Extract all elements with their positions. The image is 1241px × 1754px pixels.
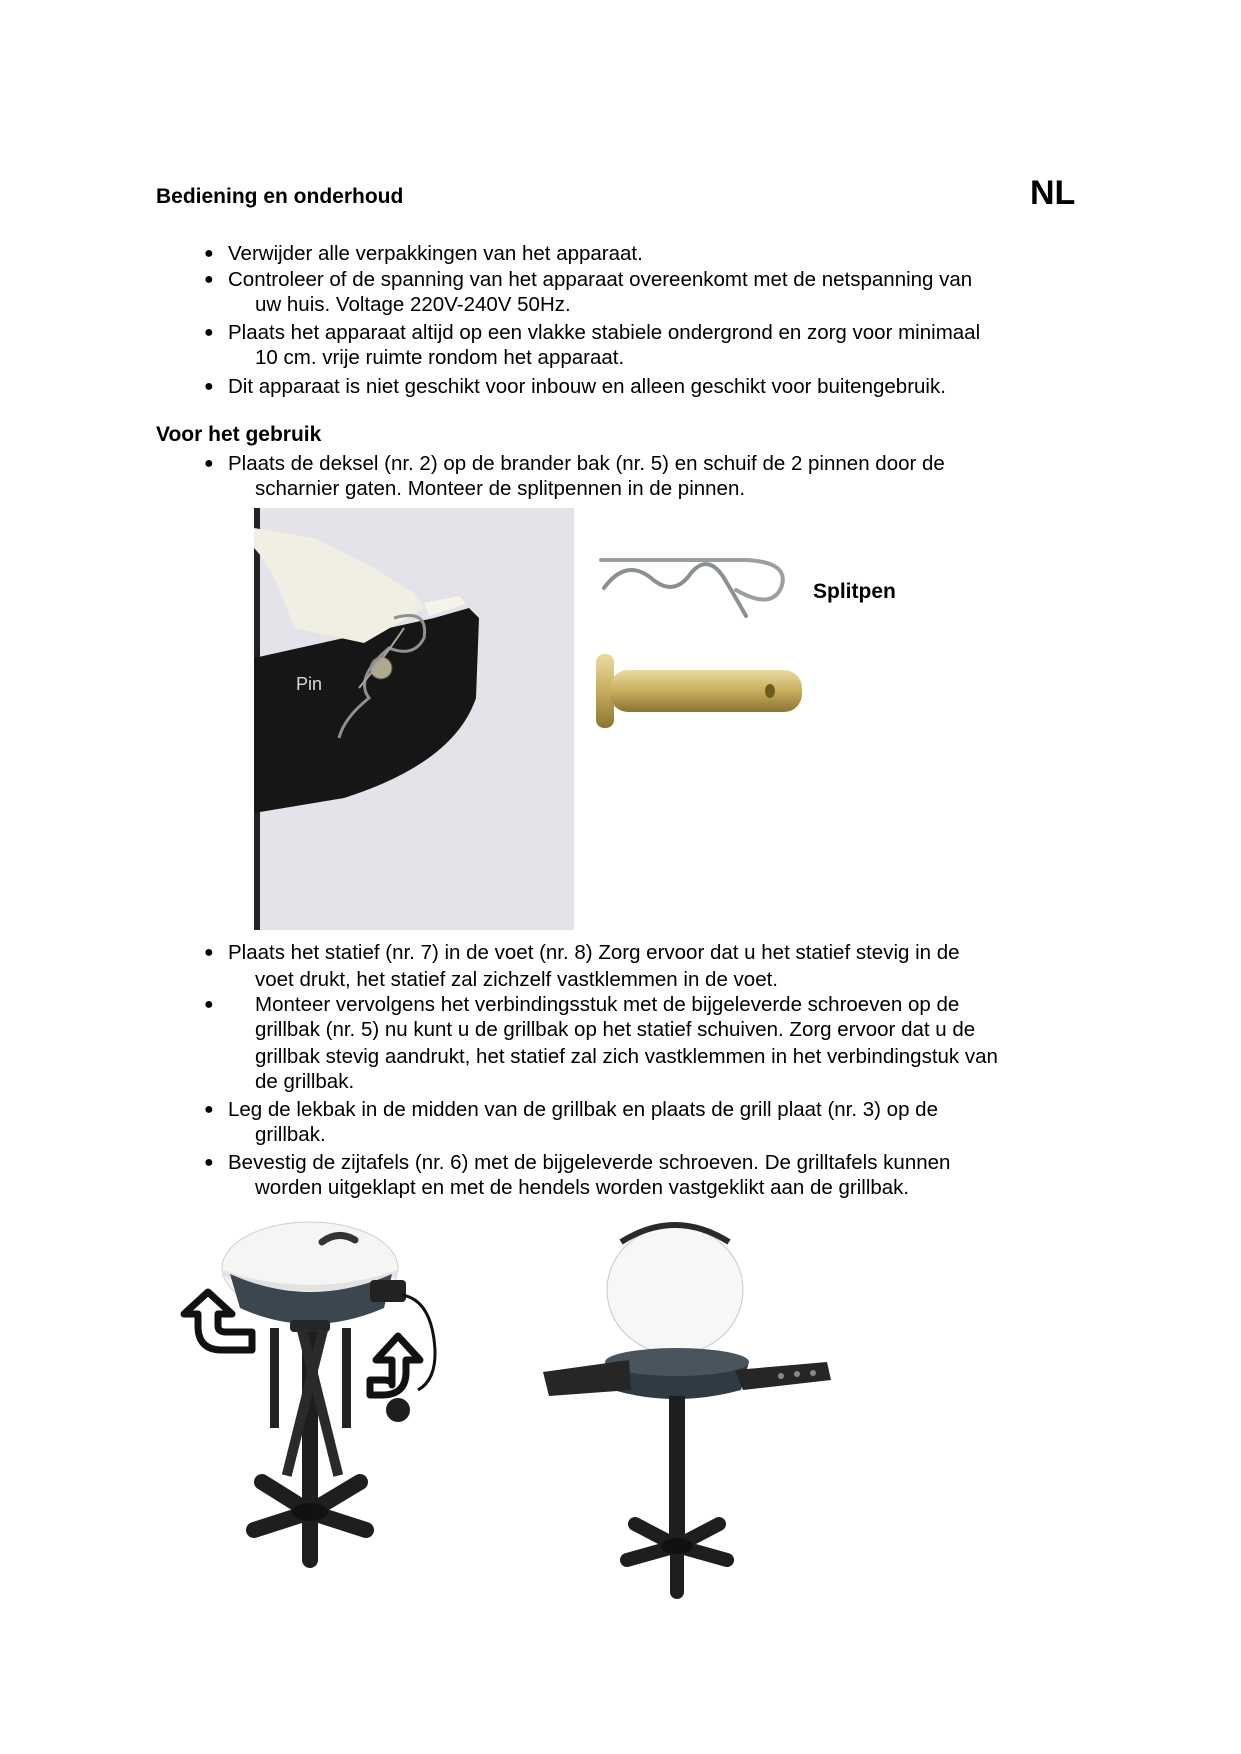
bullet-icon: ● bbox=[204, 455, 214, 472]
section-heading: Voor het gebruik bbox=[156, 423, 322, 446]
bullet-icon: ● bbox=[204, 1154, 214, 1171]
list-item: ● Dit apparaat is niet geschikt voor inbouw en alleen geschikt voor buitengebruik. bbox=[204, 375, 946, 398]
bullet-icon: ● bbox=[204, 324, 214, 341]
language-code: NL bbox=[1030, 174, 1076, 212]
hinge-photo bbox=[254, 508, 574, 930]
grill-open-image bbox=[535, 1212, 845, 1607]
bullet-icon: ● bbox=[204, 271, 214, 288]
bullet-icon: ● bbox=[204, 1101, 214, 1118]
bullet-icon: ● bbox=[204, 245, 214, 262]
clevis-pin-image bbox=[592, 652, 810, 730]
photo-pin-label: Pin bbox=[296, 674, 323, 694]
grill-closed-image bbox=[170, 1210, 500, 1610]
splitpen-label: Splitpen bbox=[813, 580, 896, 603]
bullet-icon: ● bbox=[204, 996, 214, 1013]
list-item: ● Verwijder alle verpakkingen van het apparaat. bbox=[204, 242, 643, 265]
arrow-up-right-icon bbox=[370, 1336, 420, 1395]
list-item: ● Leg de lekbak in de midden van de grillbak en plaats de grill plaat (nr. 3) op de grillbak. bbox=[204, 1098, 938, 1146]
list-item: ● Plaats de deksel (nr. 2) op de brander bak (nr. 5) en schuif de 2 pinnen door de scharnier gaten. Monteer de splitpennen in de pinnen. bbox=[204, 452, 945, 500]
split-pin-image bbox=[596, 548, 806, 632]
list-item: ● Bevestig de zijtafels (nr. 6) met de bijgeleverde schroeven. De grilltafels kunnen worden uitgeklapt en met de hendels worden vastgeklikt aan de grillbak. bbox=[204, 1151, 951, 1199]
list-item: ● Plaats het apparaat altijd op een vlakke stabiele ondergrond en zorg voor minimaal 10 cm. vrije ruimte rondom het apparaat. bbox=[204, 321, 981, 369]
page-title: Bediening en onderhoud bbox=[156, 185, 404, 208]
bullet-icon: ● bbox=[204, 944, 214, 961]
bullet-icon: ● bbox=[204, 378, 214, 395]
list-item: ● Plaats het statief (nr. 7) in de voet (nr. 8) Zorg ervoor dat u het statief stevig in de voet drukt, het statief zal zichzelf vastklemmen in de voet. bbox=[204, 941, 960, 991]
list-item: ● Monteer vervolgens het verbindingsstuk met de bijgeleverde schroeven op de grillbak (nr. 5) nu kunt u de grillbak op het statief schuiven. Zorg ervoor dat u de grillbak stevig aandrukt, het statief zal zich vastklemmen in het verbindingstuk van de grillbak. bbox=[204, 993, 998, 1093]
list-item: ● Controleer of de spanning van het apparaat overeenkomt met de netspanning van uw huis. Voltage 220V-240V 50Hz. bbox=[204, 268, 973, 316]
